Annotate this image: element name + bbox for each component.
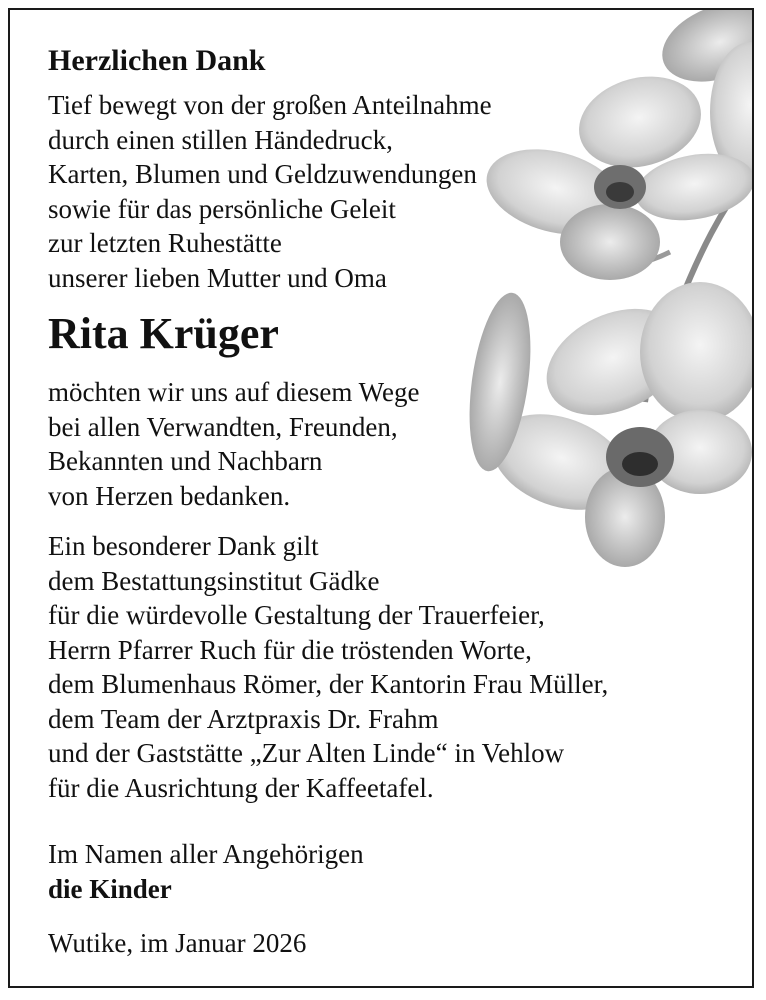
text-line: möchten wir uns auf diesem Wege [48,377,420,407]
deceased-name: Rita Krüger [48,309,279,358]
text-line: Tief bewegt von der großen Anteilnahme [48,90,492,120]
signature: die Kinder [48,873,172,904]
special-thanks-paragraph [48,529,732,805]
text-line: Karten, Blumen und Geldzuwendungen [48,159,477,189]
text-line: und der Gaststätte „Zur Alten Linde“ in Vehlow [48,738,565,768]
text-line: Herrn Pfarrer Ruch für die tröstenden Worte, [48,634,532,665]
text-line: unserer lieben Mutter und Oma [48,262,387,293]
text-line: dem Bestattungsinstitut Gädke [48,565,380,596]
text-line: sowie für das persönliche Geleit [48,193,396,224]
thanks-paragraph [48,375,732,513]
intro-paragraph [48,88,732,295]
notice-heading: Herzlichen Dank [48,44,266,77]
text-line: für die Ausrichtung der Kaffeetafel. [48,772,434,803]
place-date [48,926,732,961]
text-line: Bekannten und Nachbarn [48,446,323,476]
text-line: bei allen Verwandten, Freunden, [48,411,398,442]
text-line: dem Team der Arztpraxis Dr. Frahm [48,703,439,734]
text-line: Ein besonderer Dank gilt [48,531,319,561]
notice-frame [8,8,754,988]
text-line: dem Blumenhaus Römer, der Kantorin Frau Müller, [48,669,609,699]
place-date-line: Wutike, im Januar 2026 [48,928,307,958]
text-line: zur letzten Ruhestätte [48,228,282,258]
text-line: durch einen stillen Händedruck, [48,124,393,155]
closing-block [48,837,732,906]
text-line: für die würdevolle Gestaltung der Trauerfeier, [48,600,545,630]
closing-line: Im Namen aller Angehörigen [48,839,364,869]
text-line: von Herzen bedanken. [48,480,291,511]
notice-text [48,42,732,961]
